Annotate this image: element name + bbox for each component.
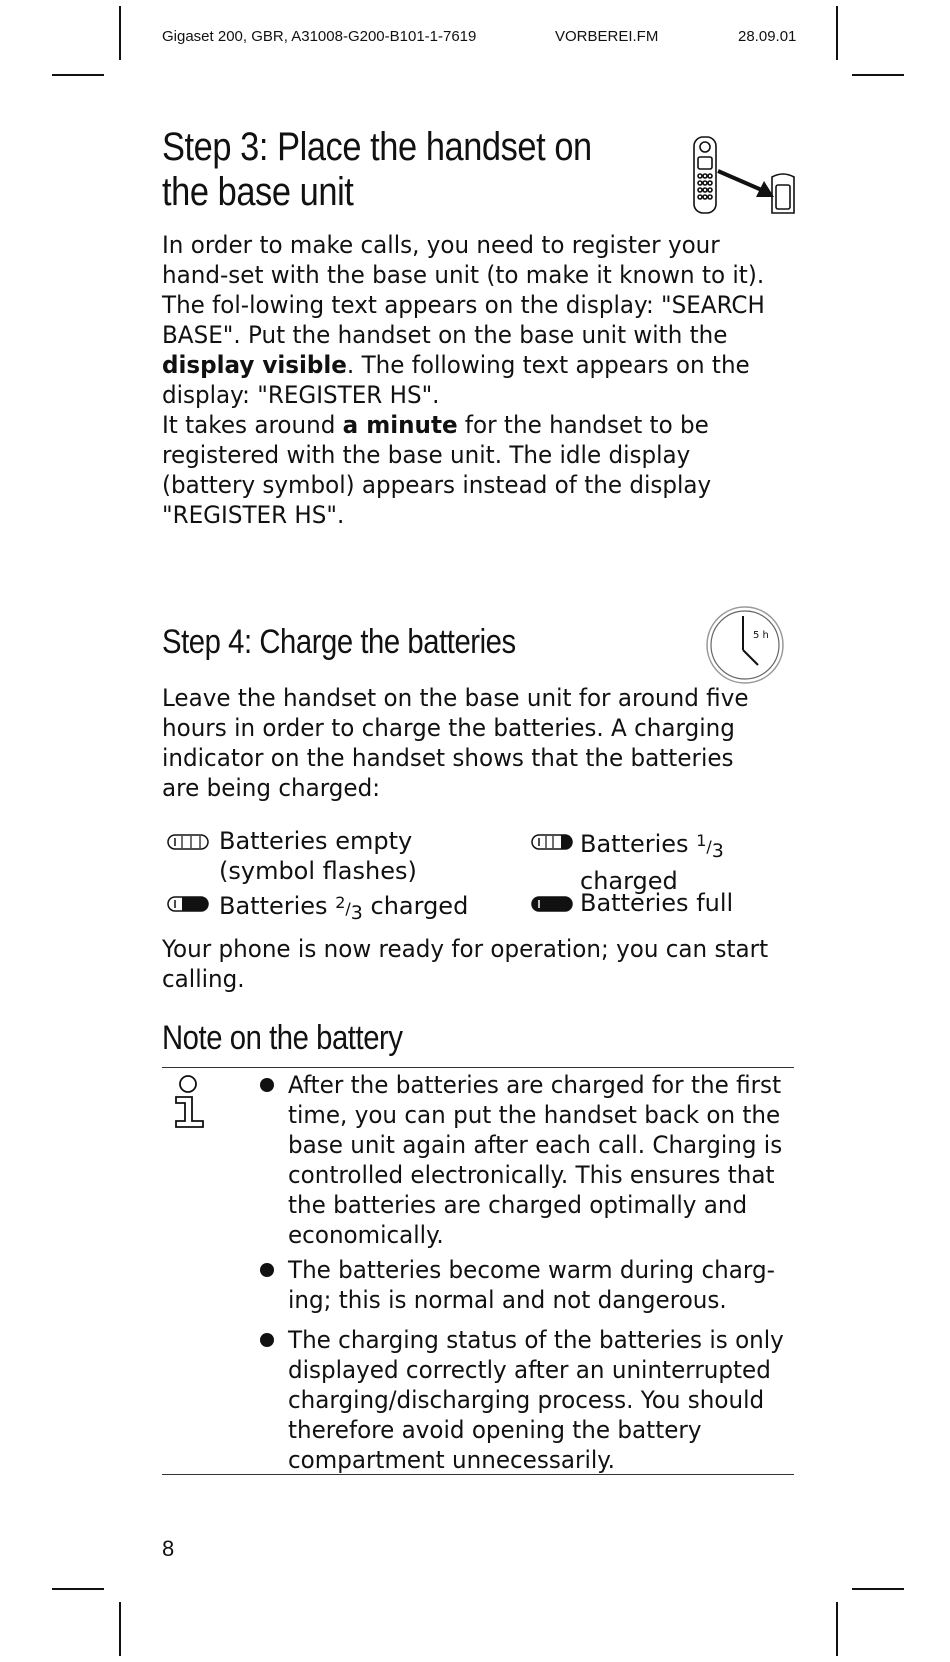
step4-paragraph-1: Leave the handset on the base unit for around five hours in order to charge the batteries. A charging indicator on the handset shows that the batteries are being charged:: [162, 684, 749, 802]
battery-two-thirds-numerator: 2: [335, 893, 346, 912]
note-bullet-2: The batteries become warm during charg-ing; this is normal and not dangerous.: [288, 1256, 775, 1314]
battery-one-third-numerator: 1: [696, 831, 707, 850]
step3-para1-text-b: . The following text appears on the display: "REGISTER HS".: [162, 351, 750, 409]
step3-paragraph-2: [162, 410, 776, 530]
note-top-rule: [162, 1067, 794, 1068]
crop-mark-top-right-horizontal: [852, 74, 904, 76]
crop-mark-top-right-vertical: [836, 6, 838, 60]
battery-empty-label: [219, 826, 417, 886]
battery-one-third-denominator: 3: [711, 840, 724, 862]
battery-one-third-prefix: Batteries: [580, 830, 697, 858]
step3-para2-text-b: for the handset to be registered with the base unit. The idle display (battery symbol) appears instead of the display "REGISTER HS".: [162, 411, 712, 529]
step3-para1-bold: display visible: [162, 351, 347, 379]
header-file-name: VORBEREI.FM: [555, 28, 659, 45]
battery-empty-line1: Batteries empty: [219, 827, 413, 855]
battery-full-label: Batteries full: [580, 889, 734, 917]
clock-icon: [704, 604, 786, 686]
note-bullet-3: The charging status of the batteries is only displayed correctly after an uninterrupted charging/discharging process. You should therefore avoid opening the battery compartment unnecessarily.: [288, 1326, 784, 1474]
header-doc-id: Gigaset 200, GBR, A31008-G200-B101-1-7619: [162, 28, 477, 45]
bullet-dot: [260, 1078, 274, 1092]
crop-mark-bottom-right-horizontal: [852, 1588, 904, 1590]
step3-para2-bold: a minute: [342, 411, 458, 439]
battery-two-thirds-label: Batteries $^2/_3$ charged: [219, 892, 469, 924]
battery-empty-icon: [167, 834, 209, 850]
step3-para2-text-a: It takes around: [162, 411, 343, 439]
note-title: Note on the battery: [162, 1019, 403, 1057]
battery-one-third-label: Batteries $^1/_3$ charged: [580, 830, 724, 895]
clock-label: 5 h: [753, 630, 769, 641]
crop-mark-bottom-right-vertical: [836, 1602, 838, 1656]
battery-one-third-line2: charged: [580, 867, 678, 895]
battery-full-icon: [531, 896, 573, 912]
page-number: 8: [162, 1536, 175, 1561]
info-icon: [172, 1075, 208, 1129]
crop-mark-top-left-vertical: [119, 6, 121, 60]
step3-title-line2: the base unit: [162, 170, 354, 214]
crop-mark-bottom-left-horizontal: [52, 1588, 104, 1590]
step3-para1-text-a: In order to make calls, you need to register your hand-set with the base unit (to make it known to it). The fol-lowing text appears on the display: "SEARCH BASE". Put the handset on the base unit with the: [162, 231, 765, 349]
step3-paragraph-1: [162, 230, 776, 410]
crop-mark-bottom-left-vertical: [119, 1602, 121, 1656]
bullet-dot: [260, 1263, 274, 1277]
bullet-dot: [260, 1333, 274, 1347]
note-bottom-rule: [162, 1474, 794, 1475]
battery-two-thirds-denominator: 3: [350, 902, 363, 924]
handset-to-base-icon: [690, 135, 802, 217]
battery-two-thirds-icon: [167, 896, 209, 912]
step4-title: Step 4: Charge the batteries: [162, 623, 516, 661]
note-bullet-1: After the batteries are charged for the first time, you can put the handset back on the base unit again after each call. Charging is controlled electronically. This ensures that the batteries are charged optimally and economically.: [288, 1071, 783, 1249]
header-date: 28.09.01: [738, 28, 797, 45]
crop-mark-top-left-horizontal: [52, 74, 104, 76]
battery-one-third-icon: [531, 834, 573, 850]
battery-empty-line2: (symbol flashes): [219, 857, 417, 885]
battery-two-thirds-suffix: charged: [362, 892, 469, 920]
battery-two-thirds-prefix: Batteries: [219, 892, 336, 920]
step4-paragraph-2: Your phone is now ready for operation; you can start calling.: [162, 935, 769, 993]
step3-title-line1: Step 3: Place the handset on: [162, 125, 592, 169]
